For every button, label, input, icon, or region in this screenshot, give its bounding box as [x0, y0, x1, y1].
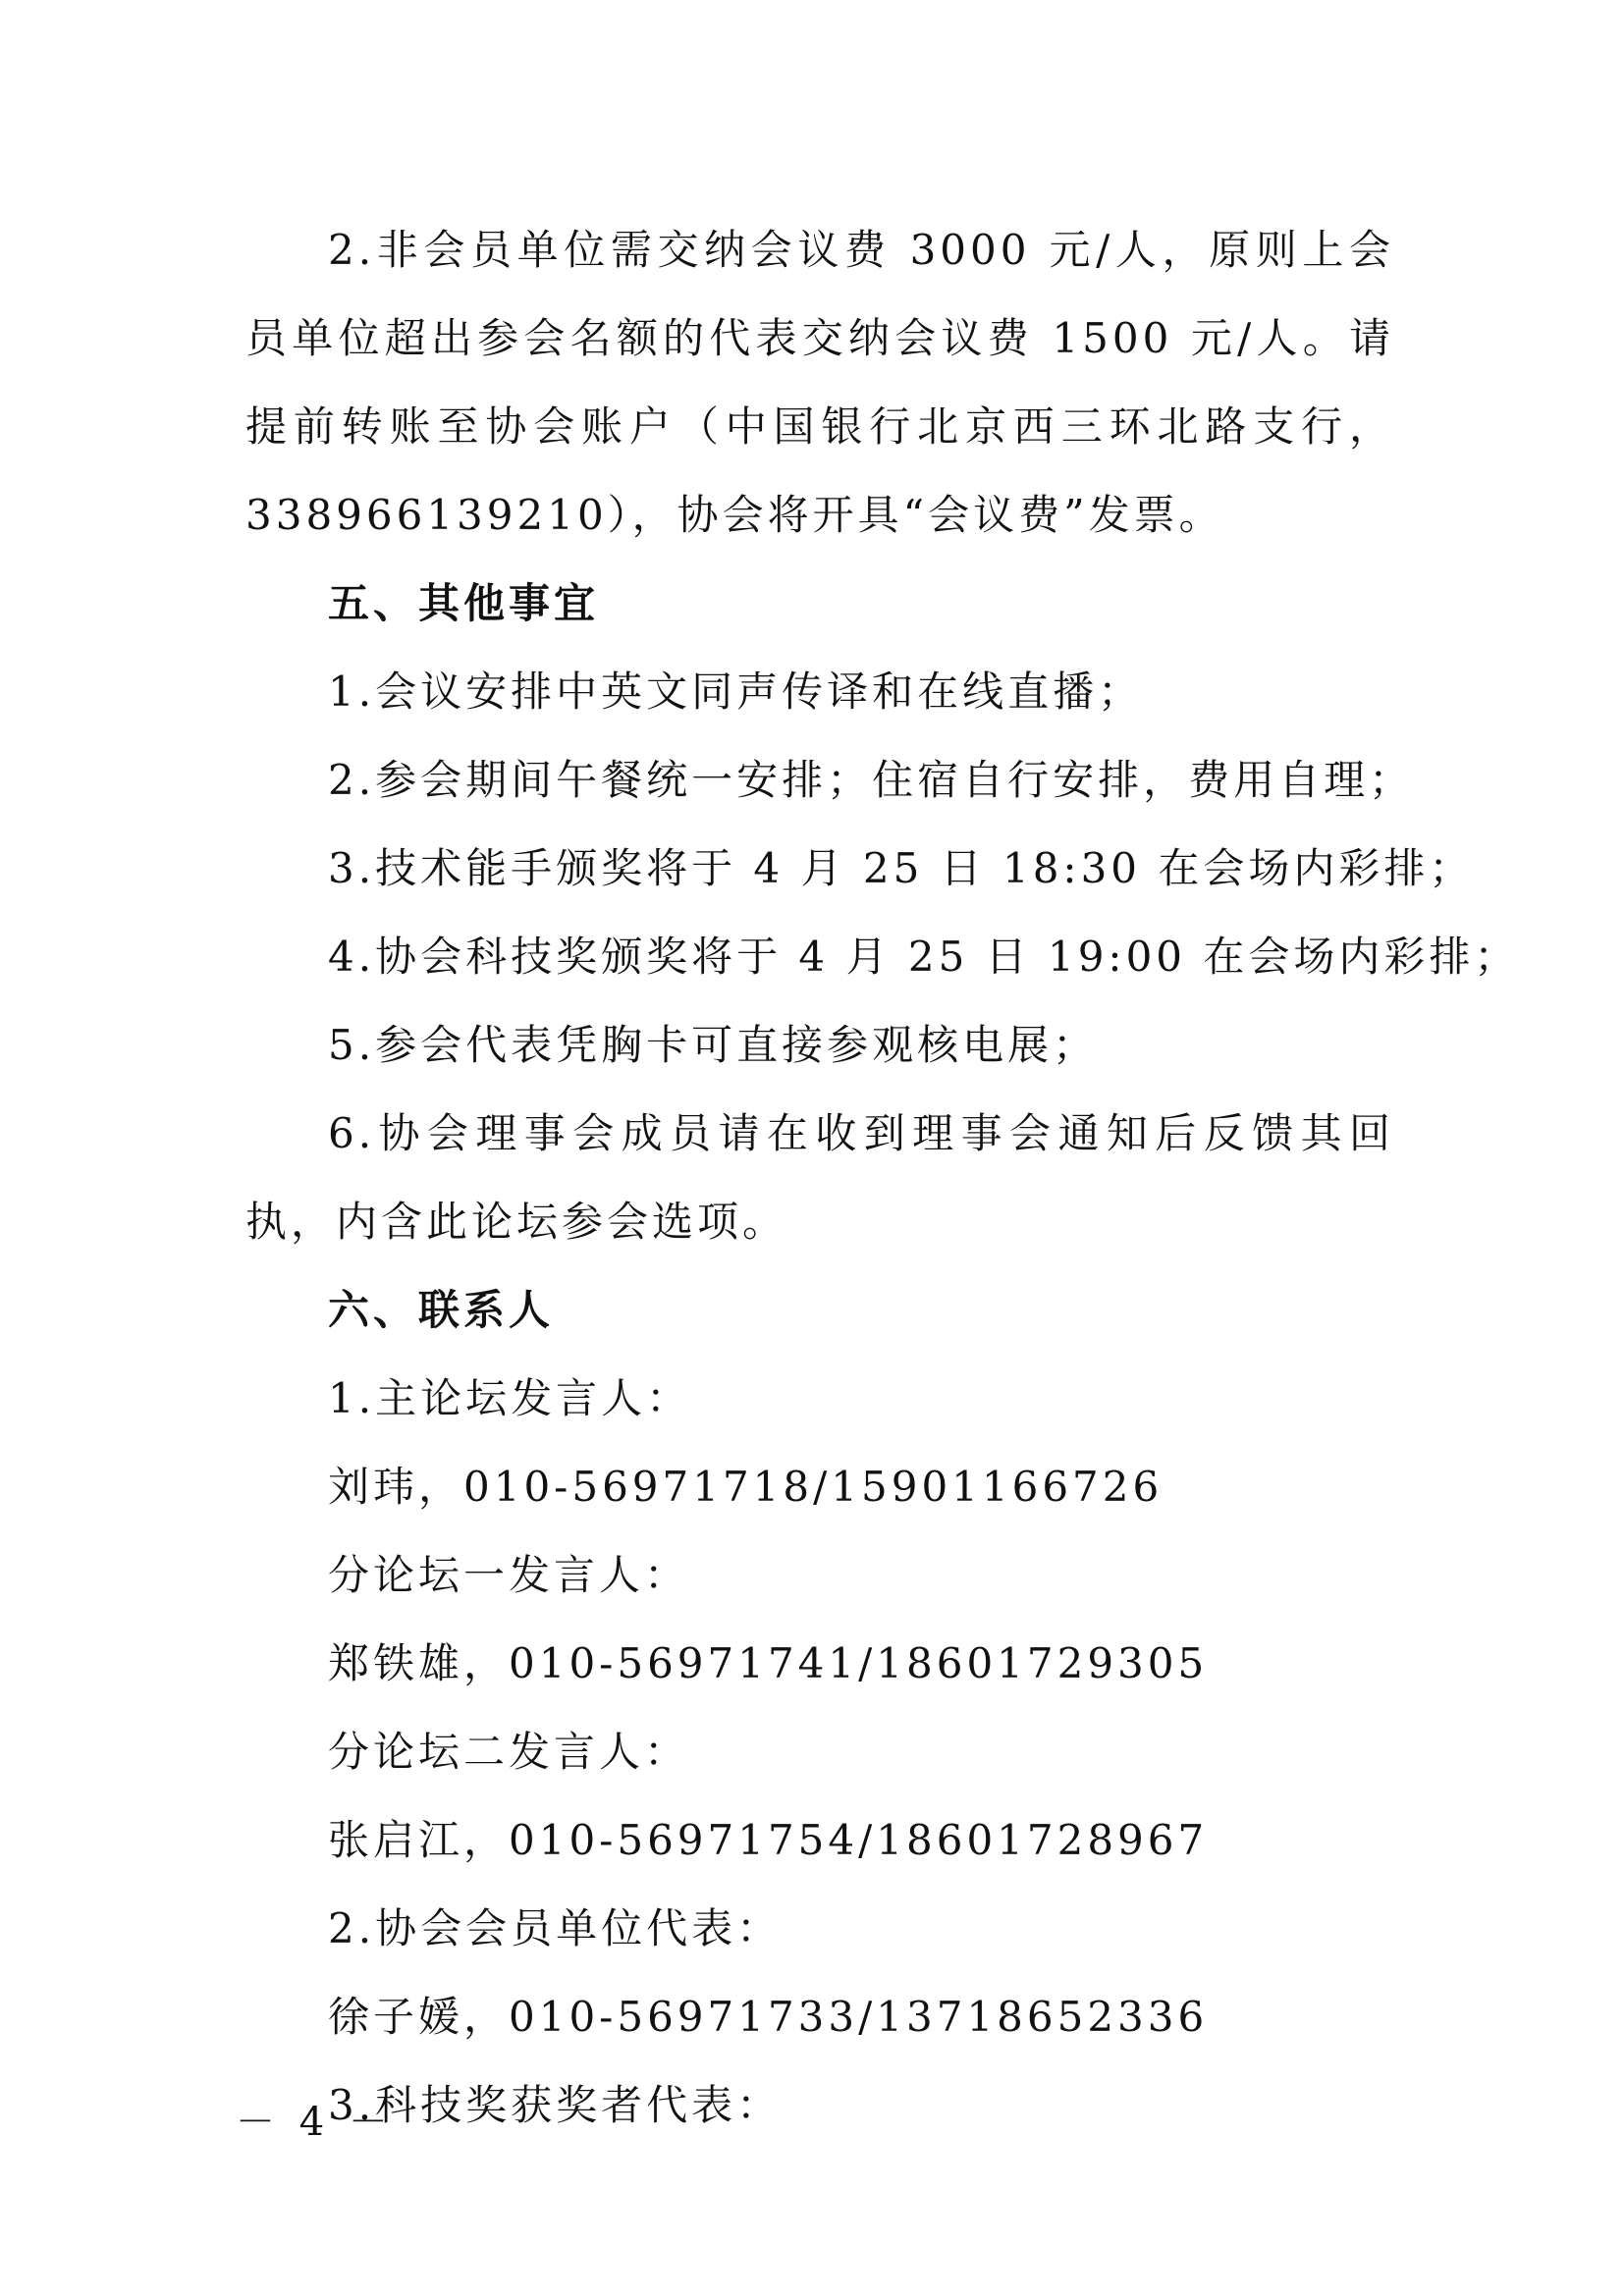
- contact-line: 郑铁雄，010-56971741/18601729305: [328, 1639, 1209, 1687]
- document-page: [245, 206, 1520, 2150]
- other-item-5: 5.参会代表凭胸卡可直接参观核电展；: [328, 1021, 1099, 1069]
- other-item-4: 4.协会科技奖颁奖将于 4 月 25 日 19:00 在会场内彩排；: [328, 933, 1520, 981]
- other-item-1: 1.会议安排中英文同声传译和在线直播；: [328, 667, 1144, 716]
- section-heading-other: 五、其他事宜: [328, 579, 600, 627]
- contact-line: 1.主论坛发言人：: [328, 1374, 692, 1422]
- page-number: － 4 －: [236, 2100, 394, 2145]
- fee-paragraph: 2.非会员单位需交纳会议费 3000 元/人，原则上会员单位超出参会名额的代表交纳会议费 1500 元/人。请提前转账至协会账户（中国银行北京西三环北路支行，338966139210），协会将开具“会议费”发票。: [245, 226, 1394, 539]
- section-heading-contact: 六、联系人: [328, 1286, 555, 1334]
- contact-line: 刘玮，010-56971718/15901166726: [328, 1463, 1164, 1511]
- contact-line: 徐子媛，010-56971733/13718652336: [328, 1993, 1209, 2041]
- contact-line: 2.协会会员单位代表：: [328, 1904, 783, 1952]
- other-item-6: 6.协会理事会成员请在收到理事会通知后反馈其回执，内含此论坛参会选项。: [245, 1109, 1394, 1246]
- other-item-2: 2.参会期间午餐统一安排；住宿自行安排，费用自理；: [328, 756, 1415, 804]
- contact-line: 3.科技奖获奖者代表：: [328, 2081, 783, 2129]
- other-item-3: 3.技术能手颁奖将于 4 月 25 日 18:30 在会场内彩排；: [328, 844, 1475, 892]
- contact-line: 分论坛一发言人：: [328, 1551, 690, 1599]
- contact-line: 张启江，010-56971754/18601728967: [328, 1816, 1209, 1864]
- contact-line: 分论坛二发言人：: [328, 1728, 690, 1776]
